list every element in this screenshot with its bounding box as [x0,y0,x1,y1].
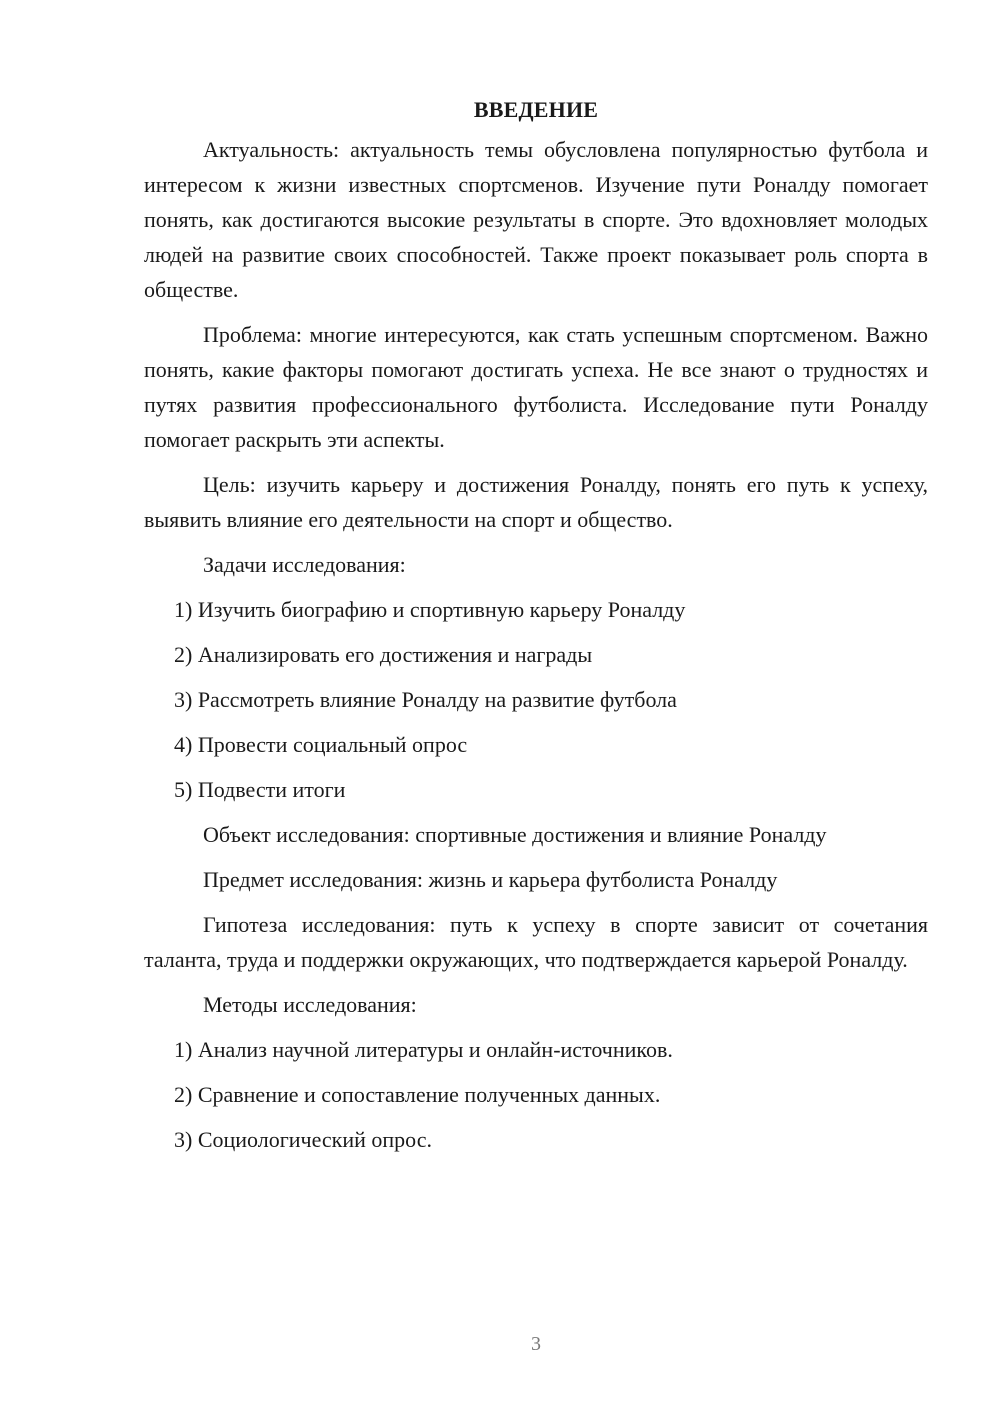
method-item-2: 2) Сравнение и сопоставление полученных данных. [174,1082,661,1107]
task-item-2: 2) Анализировать его достижения и награды [174,642,593,667]
goal-paragraph: Цель: изучить карьеру и достижения Роналду, понять его путь к успеху, выявить влияние его деятельности на спорт и общество. [144,472,928,532]
problem-paragraph: Проблема: многие интересуются, как стать успешным спортсменом. Важно понять, какие факторы помогают достигать успеха. Не все знают о трудностях и путях развития профессионального футболиста. Исследование пути Роналду помогает раскрыть эти аспекты. [144,322,928,452]
method-item-1: 1) Анализ научной литературы и онлайн-источников. [174,1037,673,1062]
object-line: Объект исследования: спортивные достижения и влияние Роналду [203,822,827,847]
subject-line: Предмет исследования: жизнь и карьера футболиста Роналду [203,867,778,892]
tasks-heading: Задачи исследования: [203,552,406,577]
hypothesis-paragraph: Гипотеза исследования: путь к успеху в спорте зависит от сочетания таланта, труда и поддержки окружающих, что подтверждается карьерой Роналду. [144,912,928,972]
task-item-5: 5) Подвести итоги [174,777,346,802]
method-item-3: 3) Социологический опрос. [174,1127,432,1152]
task-item-1: 1) Изучить биографию и спортивную карьеру Роналду [174,597,686,622]
document-title: ВВЕДЕНИЕ [473,97,599,122]
relevance-paragraph: Актуальность: актуальность темы обусловлена популярностью футбола и интересом к жизни известных спортсменов. Изучение пути Роналду помогает понять, как достигаются высокие результаты в спорте. Это вдохновляет молодых людей на развитие своих способностей. Также проект показывает роль спорта в обществе. [144,137,928,302]
document-page [144,92,928,1167]
task-item-3: 3) Рассмотреть влияние Роналду на развитие футбола [174,687,677,712]
task-item-4: 4) Провести социальный опрос [174,732,468,757]
page-number: 3 [531,1333,541,1355]
methods-heading: Методы исследования: [203,992,417,1017]
